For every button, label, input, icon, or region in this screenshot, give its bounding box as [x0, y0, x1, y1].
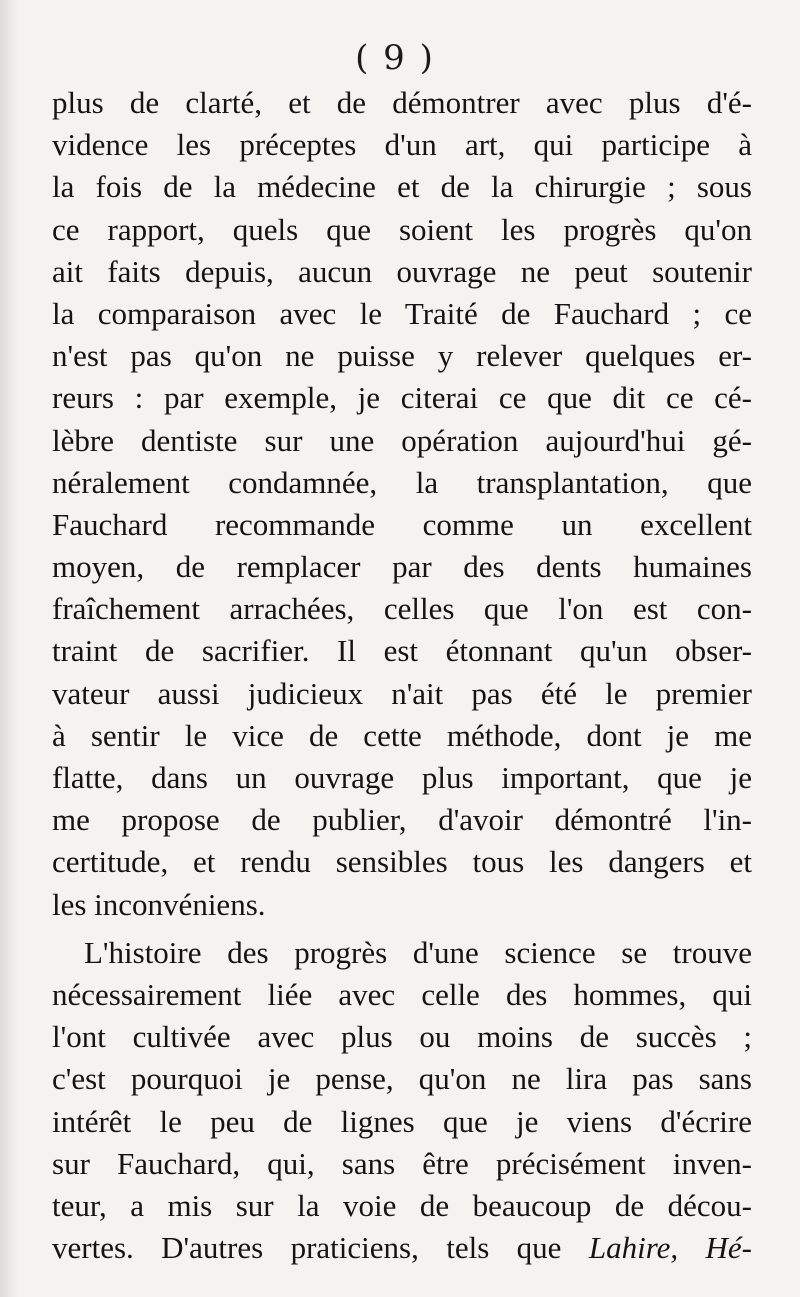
text-line: flatte, dans un ouvrage plus important, que je [52, 760, 752, 795]
text-line: fraîchement arrachées, celles que l'on est con- [52, 591, 752, 627]
text-line: intérêt le peu de lignes que je viens d'écrire [52, 1103, 752, 1139]
text-line: n'est pas qu'on ne puisse y relever quelques er- [52, 338, 752, 374]
text-line: néralement condamnée, la transplantation, que [52, 464, 752, 500]
text-line: traint de sacrifier. Il est étonnant qu'un obser- [52, 633, 752, 669]
text-line: certitude, et rendu sensibles tous les dangers et [52, 844, 752, 880]
text-line: lèbre dentiste sur une opération aujourd'hui gé- [52, 422, 752, 458]
text-line-with-italic [52, 1227, 752, 1269]
text-line: ce rapport, quels que soient les progrès qu'on [52, 211, 752, 247]
text-line: nécessairement liée avec celle des hommes, qui [52, 976, 752, 1012]
text-line: la comparaison avec le Traité de Fauchard ; ce [52, 295, 752, 331]
text-line: moyen, de remplacer par des dents humaines [52, 549, 752, 585]
text-line: reurs : par exemple, je citerai ce que dit ce cé- [52, 380, 752, 416]
text-line: c'est pourquoi je pense, qu'on ne lira pas sans [52, 1061, 752, 1097]
text-line: teur, a mis sur la voie de beaucoup de décou- [52, 1187, 752, 1223]
body-text [52, 82, 752, 1269]
text-line: les inconvéniens. [52, 886, 266, 922]
text-line: plus de clarté, et de démontrer avec plus d'é- [52, 85, 752, 120]
paragraph-2 [52, 932, 752, 1270]
page-number: ( 9 ) [355, 38, 435, 78]
paragraph-1 [52, 82, 752, 926]
text-span: vertes. D'autres praticiens, tels que [52, 1230, 562, 1266]
text-line: à sentir le vice de cette méthode, dont je me [52, 717, 752, 753]
text-line: l'ont cultivée avec plus ou moins de succès ; [52, 1019, 752, 1055]
text-line: L'histoire des progrès d'une science se trouve [84, 934, 752, 970]
text-line: sur Fauchard, qui, sans être précisément inven- [52, 1145, 752, 1181]
text-line: ait faits depuis, aucun ouvrage ne peut soutenir [52, 253, 752, 289]
text-line: vateur aussi judicieux n'ait pas été le premier [52, 675, 752, 711]
text-line: la fois de la médecine et de la chirurgie ; sous [52, 169, 752, 205]
text-line: vidence les préceptes d'un art, qui participe à [52, 127, 752, 163]
text-line: me propose de publier, d'avoir démontré l'in- [52, 802, 752, 838]
italic-names: Lahire, Hé- [588, 1230, 752, 1266]
text-line: Fauchard recommande comme un excellent [52, 506, 752, 542]
